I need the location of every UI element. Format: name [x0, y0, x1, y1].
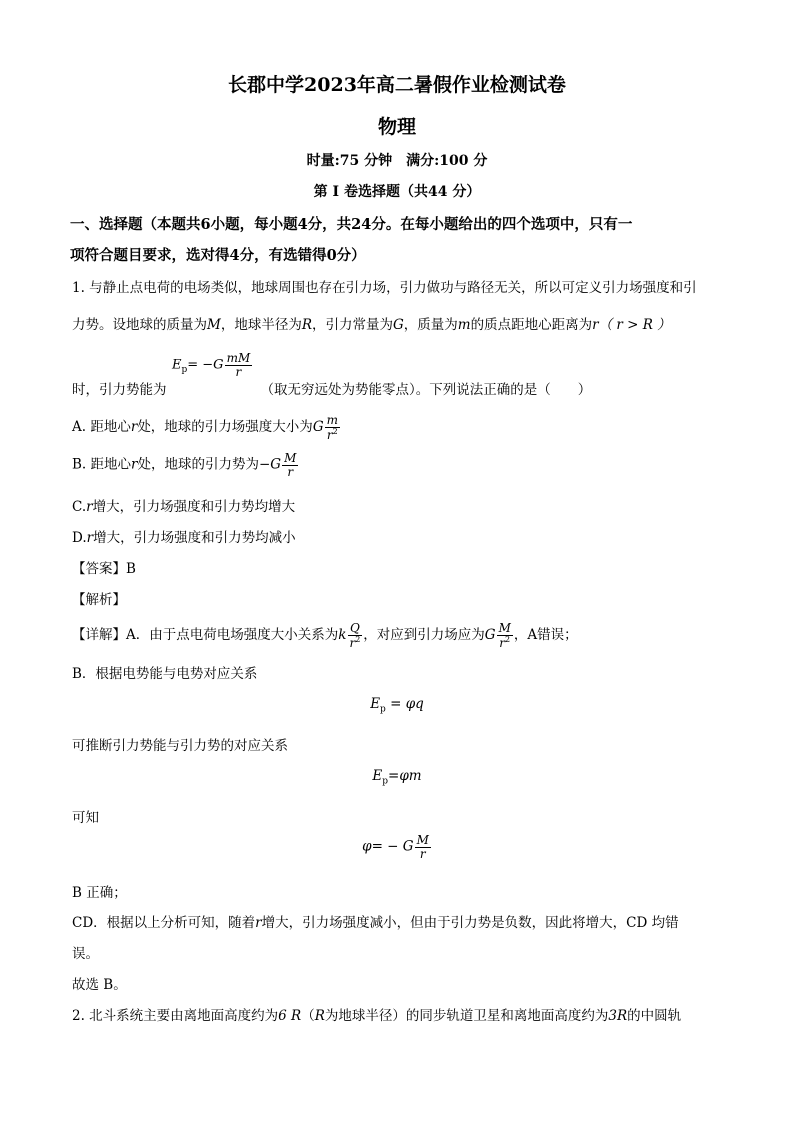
q2-text: 2. 北斗系统主要由离地面高度约为 — [72, 1008, 279, 1024]
cd-text: CD．根据以上分析可知，随着 — [72, 915, 256, 931]
var-3R: 3R — [608, 1008, 628, 1024]
var-r: r — [86, 499, 93, 515]
analysis-label: 【解析】 — [72, 592, 126, 608]
opt-text: B. 距地心 — [72, 456, 132, 473]
fraction — [225, 352, 253, 378]
q1-text: （取无穷远处为势能零点）。下列说法正确的是（ ） — [260, 382, 592, 398]
frac-den: r — [235, 364, 242, 379]
cd-text: 增大，引力场强度减小，但由于引力势是负数，因此将增大，CD 均错 — [261, 915, 679, 931]
frac-den: r — [287, 464, 294, 479]
fraction — [282, 452, 298, 478]
q2-line1 — [72, 1004, 681, 1024]
detail-text: ，对应到引力场应为 — [363, 627, 485, 644]
exam-meta: 时量:75 分钟 满分:100 分 — [306, 153, 488, 169]
subject-title: 物理 — [377, 116, 416, 138]
var-r: r — [255, 915, 262, 931]
q1-line3 — [72, 378, 591, 398]
var-r: r — [131, 456, 138, 473]
opt-text: A. 距地心 — [72, 419, 131, 436]
equation-2 — [0, 768, 794, 787]
opt-text: 增大，引力场强度和引力势均减小 — [93, 530, 296, 546]
fraction — [415, 834, 431, 860]
q1-text: 力势。设地球的质量为 — [72, 317, 207, 333]
condition: （ r > R ） — [598, 317, 671, 333]
eq-lhs: φ= − G — [362, 838, 414, 855]
opt-letter: D. — [72, 530, 87, 546]
eq-sub: p — [382, 776, 389, 787]
exponent: 2 — [332, 426, 338, 436]
choose-line: 故选 B。 — [72, 977, 127, 993]
var-R: R — [314, 1008, 325, 1024]
formula-eq: = −G — [187, 357, 224, 373]
frac-den — [325, 428, 340, 442]
option-a — [72, 414, 341, 441]
opt-text: 处，地球的引力场强度大小为 — [137, 419, 313, 436]
den-var: r — [499, 635, 506, 650]
q1-text: 的质点距地心距离为 — [470, 317, 593, 333]
option-b — [72, 452, 299, 478]
frac-den: r — [419, 846, 426, 861]
frac-num: mM — [226, 351, 251, 365]
frac-num: m — [326, 413, 338, 427]
var-G: G — [312, 419, 324, 436]
var-G: G — [484, 627, 496, 644]
section-heading-line1: 一、选择题（本题共6小题，每小题4分，共24分。在每小题给出的四个选项中，只有一 — [70, 216, 633, 233]
q2-text: 为地球半径）的同步轨道卫星和离地面高度约为 — [324, 1008, 609, 1024]
fraction — [325, 414, 340, 441]
detail-text: ，A错误； — [513, 627, 578, 644]
answer-line: 【答案】B — [72, 561, 136, 577]
frac-num: M — [498, 621, 511, 635]
opt-text: 增大，引力场强度和引力势均增大 — [92, 499, 296, 515]
var-R: R — [301, 317, 312, 333]
var-r: r — [592, 317, 599, 333]
equation-1 — [0, 696, 794, 715]
exponent: 2 — [505, 634, 511, 644]
var-r: r — [86, 530, 94, 546]
q1-text: 时，引力势能为 — [72, 382, 167, 398]
opt-text: 处，地球的引力势为 — [137, 456, 259, 473]
b-correct: B 正确； — [72, 885, 127, 901]
frac-num: M — [416, 833, 429, 847]
eq-E: E — [370, 696, 381, 712]
frac-den — [497, 636, 512, 650]
q1-text: ，质量为 — [403, 317, 458, 333]
q2-text: 的中圆轨 — [627, 1008, 682, 1024]
b-line: B．根据电势能与电势对应关系 — [72, 666, 258, 682]
q1-text: ，引力常量为 — [312, 317, 393, 333]
frac-den — [347, 636, 362, 650]
var-6R: 6 R — [278, 1008, 302, 1024]
q1-line1: 1. 与静止点电荷的电场类似，地球周围也存在引力场，引力做功与路径无关，所以可定义引力场强度和引 — [72, 280, 697, 296]
var-M: M — [207, 317, 221, 333]
detail-text: 【详解】A．由于点电荷电场强度大小关系为 — [72, 627, 339, 644]
eq-rhs: =φm — [388, 768, 422, 784]
frac-num: Q — [349, 621, 360, 635]
cd-line2: 误。 — [72, 946, 99, 962]
eq-rhs: = φq — [385, 696, 424, 712]
detail-a — [72, 622, 578, 649]
var-k: k — [338, 627, 347, 644]
q1-line2 — [72, 313, 671, 333]
q2-text: （ — [301, 1008, 315, 1024]
q1-text: ，地球半径为 — [220, 317, 302, 333]
know-line: 可知 — [72, 810, 99, 826]
part-heading: 第 I 卷选择题（共44 分） — [313, 184, 481, 200]
eq-E: E — [372, 768, 383, 784]
formula-E: E — [172, 357, 182, 373]
exam-title: 长郡中学2023年高二暑假作业检测试卷 — [228, 74, 566, 96]
infer-line: 可推断引力势能与引力势的对应关系 — [72, 738, 288, 754]
var-G: G — [393, 317, 404, 333]
option-d — [72, 526, 296, 546]
den-var: r — [326, 427, 333, 442]
fraction — [497, 622, 513, 649]
den-var: r — [349, 635, 356, 650]
eq-sub: p — [380, 704, 386, 715]
cd-line1 — [72, 911, 679, 931]
equation-3 — [0, 834, 794, 860]
var-r: r — [130, 419, 138, 436]
opt-letter: C. — [72, 499, 87, 515]
section-heading-line2: 项符合题目要求，选对得4分，有选错得0分） — [70, 247, 366, 264]
fraction — [347, 622, 362, 649]
formula-sub: p — [181, 365, 188, 376]
var-G: −G — [258, 456, 282, 473]
frac-num: M — [284, 451, 297, 465]
potential-energy-formula — [172, 352, 253, 378]
exponent: 2 — [355, 634, 361, 644]
var-m: m — [457, 317, 471, 333]
option-c — [72, 495, 295, 515]
